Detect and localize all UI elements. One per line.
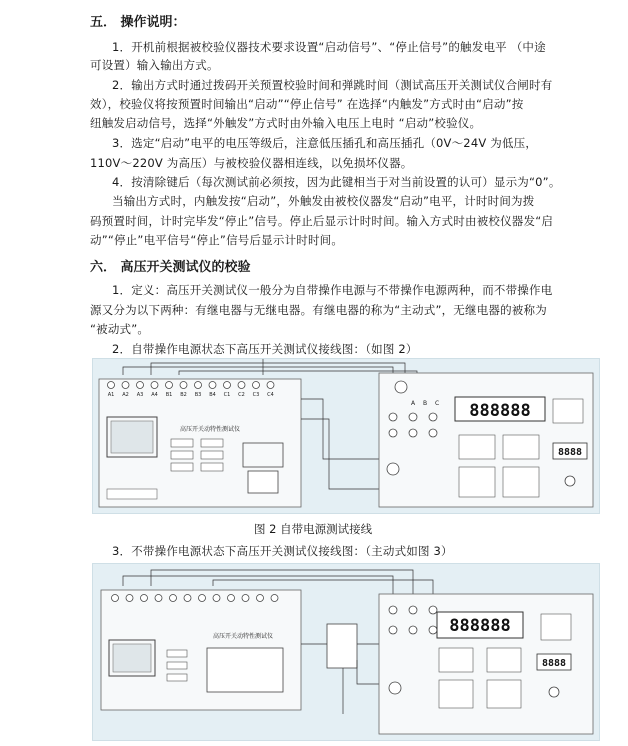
main-display-digits: 888888 (469, 401, 531, 421)
button (201, 439, 223, 447)
button (171, 463, 193, 471)
section6-line: 2．自带操作电源状态下高压开关测试仪接线图：（如图 2） (112, 342, 418, 356)
control-block (553, 399, 583, 423)
terminal-jack (242, 595, 249, 602)
channel-label: A (411, 400, 416, 407)
terminal-label: A2 (122, 392, 129, 398)
figure-2-wiring-diagram (92, 358, 600, 514)
terminal-label: A4 (151, 392, 158, 398)
terminal-label: C1 (223, 392, 231, 398)
section5-line: 3．选定“启动”电平的电压等级后，注意低压插孔和高压插孔（0V～24V 为低压， (112, 136, 538, 150)
terminal-jack (253, 382, 260, 389)
section5-line: 4．按清除键后（每次测试前必须按，因为此键相当于对当前设置的认可）显示为“0”。 (112, 175, 561, 189)
section6-line: “被动式”。 (90, 322, 150, 336)
section5-line: 码预置时间，计时完毕发“停止”信号。停止后显示计时时间。输入方式时由被校仪器发“启 (90, 214, 554, 228)
terminal-label: C3 (252, 392, 260, 398)
dip-switch (439, 648, 473, 672)
section5-line: 动”“停止”电平信号“停止”信号后显示计时时间。 (90, 233, 344, 247)
section5-line: 效），校验仪将按预置时间输出“启动”“停止信号” 在选择“内触发”方式时由“启动”按 (90, 97, 524, 111)
terminal-jack (213, 595, 220, 602)
terminal-label: A1 (107, 392, 115, 398)
terminal-jack (166, 382, 173, 389)
figure-2-caption: 图 2 自带电源测试接线 (254, 522, 373, 536)
dip-switch (503, 435, 539, 459)
channel-label: C (435, 400, 440, 407)
terminal-jack (267, 382, 274, 389)
terminal-jack (126, 595, 133, 602)
start-button (549, 687, 559, 697)
terminal-jack (141, 595, 148, 602)
terminal-jack (184, 595, 191, 602)
small-display-digits: 8888 (541, 658, 567, 669)
terminal-jack (137, 382, 144, 389)
terminal-jack (209, 382, 216, 389)
trigger-block (503, 467, 539, 497)
printer (207, 648, 283, 692)
section5-line: 当输出方式时，内触发按“启动”，外触发由被校仪器发“启动”电平，计时时间为拨 (112, 194, 535, 208)
trigger-block (459, 467, 495, 497)
small-display-digits: 8888 (557, 447, 583, 458)
device-title: 高压开关动特性测试仪 (212, 633, 274, 640)
power-indicator (387, 463, 399, 475)
main-display-digits: 888888 (449, 616, 511, 636)
terminal-jack (195, 382, 202, 389)
section5-line: 2．输出方式时通过拨码开关预置校验时间和弹跳时间（测试高压开关测试仪合闸时有 (112, 78, 553, 92)
power-switch (107, 489, 157, 499)
figure-3-wiring-diagram (92, 563, 600, 741)
terminal-jack (257, 595, 264, 602)
terminal-jack (224, 382, 231, 389)
terminal-jack (271, 595, 278, 602)
dip-switch (487, 648, 521, 672)
trigger-block (439, 680, 473, 708)
section6-line: 源又分为以下两种：有继电器与无继电器。有继电器的称为“主动式”，无继电器的被称为 (90, 303, 547, 317)
terminal-jack (112, 595, 119, 602)
figure-3-svg (93, 564, 599, 740)
dip-switch (459, 435, 495, 459)
button (201, 451, 223, 459)
section6-heading: 六． 高压开关测试仪的校验 (90, 260, 251, 275)
terminal-jack (228, 595, 235, 602)
section5-heading: 五． 操作说明： (90, 15, 186, 30)
section5-line: 可设置）输入输出方式。 (90, 58, 219, 72)
section5-line: 纽触发启动信号，选择“外触发”方式时由外输入电压上电时 “启动”校验仪。 (90, 116, 482, 130)
device-title: 高压开关动特性测试仪 (179, 426, 241, 433)
terminal-jack (238, 382, 245, 389)
figure-2-svg (93, 359, 599, 513)
terminal-label: C2 (238, 392, 245, 398)
start-button (565, 476, 575, 486)
terminal-jack (108, 382, 115, 389)
relay-box (327, 624, 357, 668)
printer (248, 471, 278, 493)
button (171, 439, 193, 447)
button (171, 451, 193, 459)
section6-line: 1．定义：高压开关测试仪一般分为自带操作电源与不带操作电源两种，而不带操作电 (112, 283, 553, 297)
terminal-label: A3 (136, 392, 144, 398)
button (201, 463, 223, 471)
terminal-label: B2 (180, 392, 187, 398)
terminal-jack (155, 595, 162, 602)
terminal-label: B1 (165, 392, 173, 398)
terminal-label: B4 (209, 392, 216, 398)
control-block (541, 614, 571, 640)
power-indicator (389, 682, 401, 694)
section5-line: 1．开机前根据被校验仪器技术要求设置“启动信号”、“停止信号”的触发电平 （中途 (112, 40, 546, 54)
trigger-block (487, 680, 521, 708)
terminal-label: B3 (194, 392, 202, 398)
terminal-label: C4 (267, 392, 274, 398)
terminal-jack (199, 595, 206, 602)
section5-line: 110V～220V 为高压）与被校验仪器相连线，以免损坏仪器。 (90, 156, 413, 170)
terminal-jack (122, 382, 129, 389)
selector-knob (395, 381, 407, 393)
terminal-jack (151, 382, 158, 389)
channel-label: B (423, 400, 428, 407)
terminal-jack (170, 595, 177, 602)
section6-line: 3．不带操作电源状态下高压开关测试仪接线图：（主动式如图 3） (112, 544, 453, 558)
terminal-jack (180, 382, 187, 389)
